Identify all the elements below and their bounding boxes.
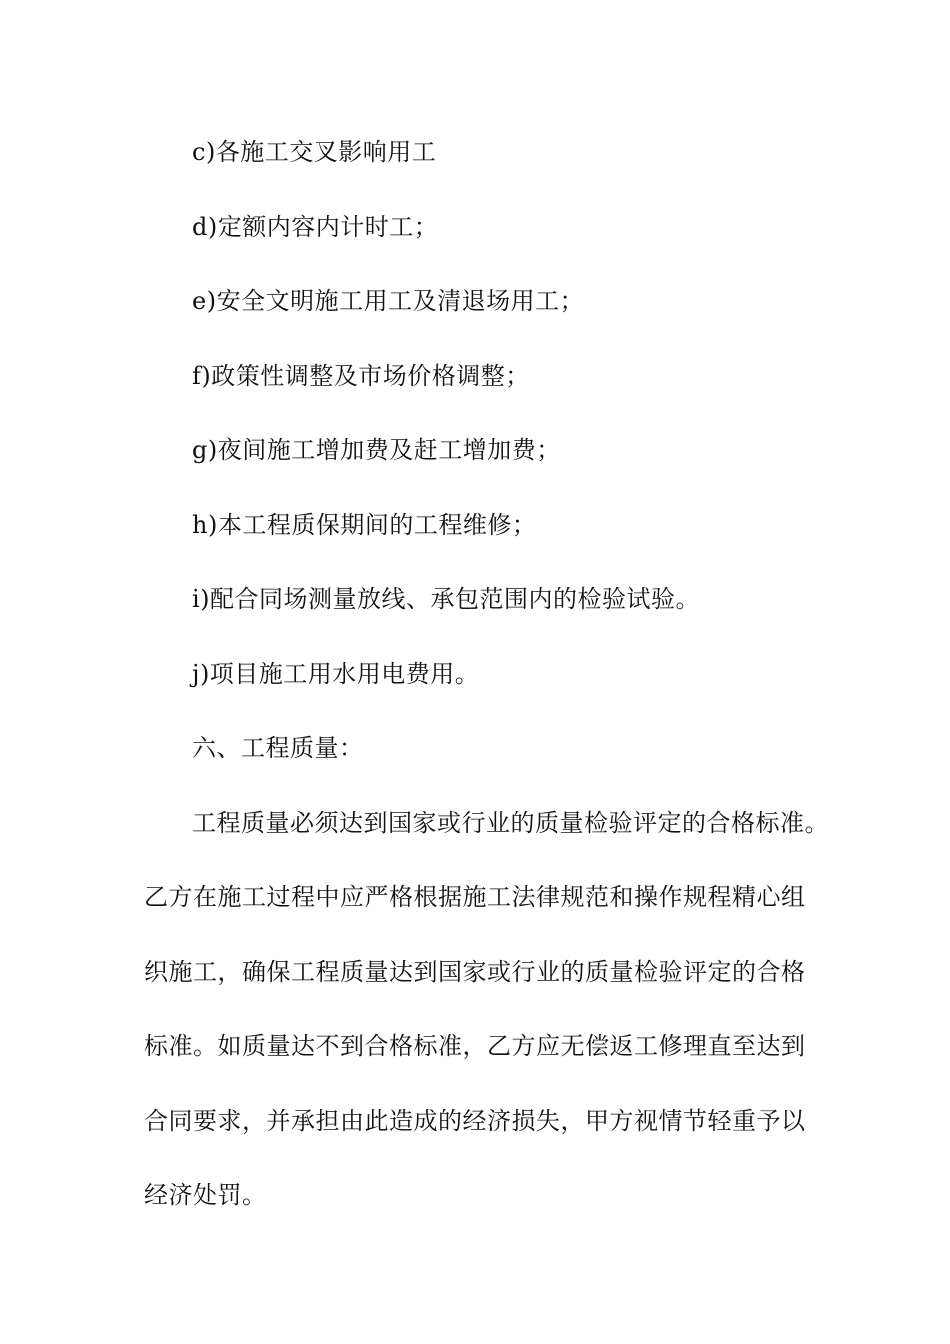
list-item-j: j)项目施工用水用电费用。 [192, 660, 480, 688]
list-item-c: c)各施工交叉影响用工 [192, 138, 437, 166]
list-item-f: f)政策性调整及市场价格调整； [192, 362, 530, 390]
paragraph-line: 标准。如质量达不到合格标准，乙方应无偿返工修理直至达到 [144, 1032, 806, 1060]
paragraph-line: 合同要求，并承担由此造成的经济损失，甲方视情节轻重予以 [144, 1107, 806, 1135]
list-item-g: g)夜间施工增加费及赶工增加费； [192, 436, 561, 464]
list-item-h: h)本工程质保期间的工程维修； [192, 511, 537, 539]
paragraph-line: 乙方在施工过程中应严格根据施工法律规范和操作规程精心组 [144, 883, 806, 911]
paragraph-line: 织施工，确保工程质量达到国家或行业的质量检验评定的合格 [144, 958, 806, 986]
list-item-e: e)安全文明施工用工及清退场用工； [192, 287, 585, 315]
paragraph-line: 工程质量必须达到国家或行业的质量检验评定的合格标准。 [192, 809, 829, 837]
section-heading: 六、工程质量： [192, 734, 364, 762]
paragraph-line: 经济处罚。 [144, 1181, 267, 1209]
list-item-i: i)配合同场测量放线、承包范围内的检验试验。 [192, 585, 701, 613]
list-item-d: d)定额内容内计时工； [192, 213, 439, 241]
